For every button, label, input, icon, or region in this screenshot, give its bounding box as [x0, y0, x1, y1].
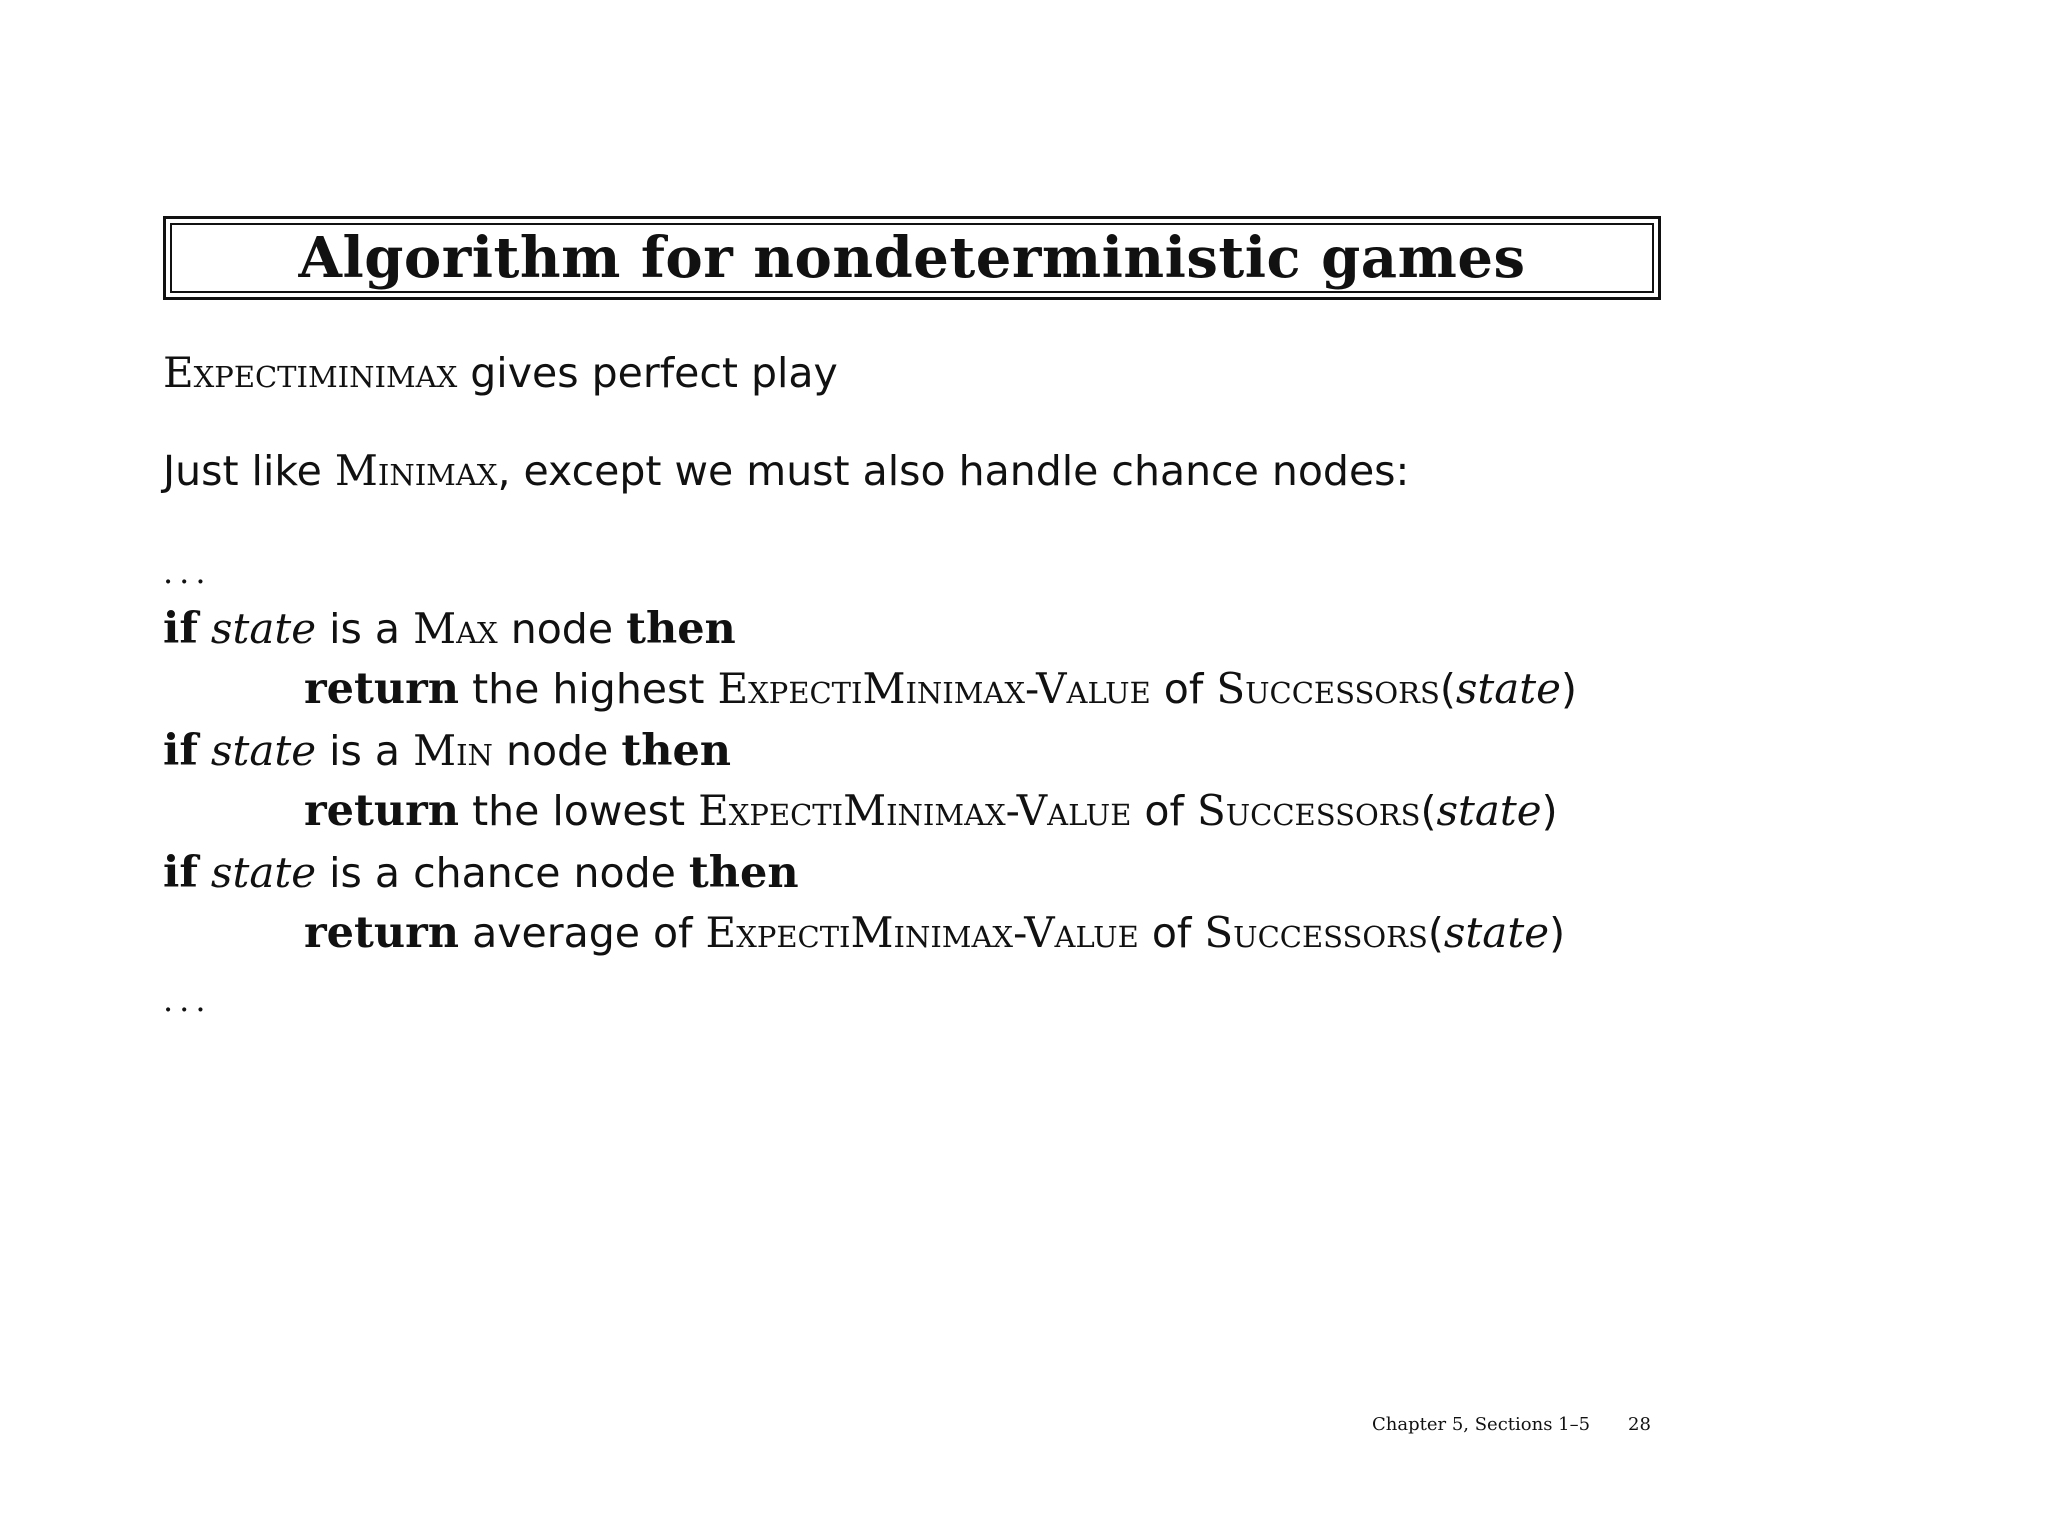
minimax-name: Minimax	[334, 446, 498, 495]
variable-state: state	[1455, 664, 1562, 713]
variable-state: state	[210, 726, 317, 775]
code-line-return-average	[304, 908, 1566, 958]
node-type: Max	[413, 604, 498, 653]
successors-name: Successors	[1196, 786, 1421, 835]
intro-line-2	[163, 446, 1410, 495]
code-line-return-highest	[304, 664, 1578, 714]
footer-page-number: 28	[1628, 1414, 1651, 1435]
function-name: ExpectiMinimax-Value	[717, 664, 1151, 713]
paren-close: )	[1549, 909, 1566, 957]
code-text: of	[1131, 787, 1197, 835]
code-text: is a chance node	[316, 849, 689, 897]
code-text: the lowest	[459, 787, 699, 835]
function-name: ExpectiMinimax-Value	[705, 908, 1139, 957]
intro-text: gives perfect play	[457, 349, 838, 397]
code-text: node	[492, 727, 622, 775]
code-line-if-min	[163, 726, 732, 776]
code-text: is a	[316, 605, 414, 653]
variable-state: state	[1436, 786, 1542, 835]
intro-text: , except we must also handle chance nodes:	[497, 447, 1410, 495]
code-text: the highest	[459, 665, 718, 713]
node-type: Min	[413, 726, 493, 775]
variable-state: state	[210, 604, 317, 653]
intro-prefix: Just like	[163, 447, 335, 495]
code-text: is a	[316, 727, 414, 775]
variable-state: state	[210, 848, 317, 897]
ellipsis-top: ...	[163, 553, 212, 591]
keyword-return: return	[304, 786, 460, 836]
keyword-if: if	[163, 726, 198, 776]
footer-chapter: Chapter 5, Sections 1–5	[1372, 1414, 1591, 1435]
title-box	[163, 216, 1661, 300]
paren-open: (	[1439, 665, 1456, 713]
code-line-if-chance	[163, 848, 799, 898]
keyword-then: then	[626, 604, 736, 654]
variable-state: state	[1443, 908, 1550, 957]
keyword-if: if	[163, 604, 198, 654]
ellipsis-bottom: ...	[163, 981, 212, 1019]
title-frame	[170, 223, 1654, 293]
code-text: node	[497, 605, 627, 653]
algorithm-name: Expectiminimax	[163, 348, 458, 397]
function-name: ExpectiMinimax-Value	[698, 786, 1132, 835]
code-line-return-lowest	[304, 786, 1558, 836]
code-line-if-max	[163, 604, 736, 654]
code-text: average of	[459, 909, 706, 957]
slide-title: Algorithm for nondeterministic games	[298, 225, 1526, 291]
paren-open: (	[1427, 909, 1444, 957]
keyword-then: then	[688, 848, 799, 898]
paren-close: )	[1541, 787, 1558, 835]
paren-open: (	[1420, 787, 1437, 835]
successors-name: Successors	[1204, 908, 1428, 957]
code-text: of	[1150, 665, 1217, 713]
paren-close: )	[1561, 665, 1578, 713]
keyword-return: return	[304, 664, 460, 714]
keyword-then: then	[621, 726, 732, 776]
code-text: of	[1138, 909, 1205, 957]
keyword-return: return	[304, 908, 460, 958]
successors-name: Successors	[1216, 664, 1440, 713]
keyword-if: if	[163, 848, 198, 898]
intro-line-1	[163, 348, 838, 397]
